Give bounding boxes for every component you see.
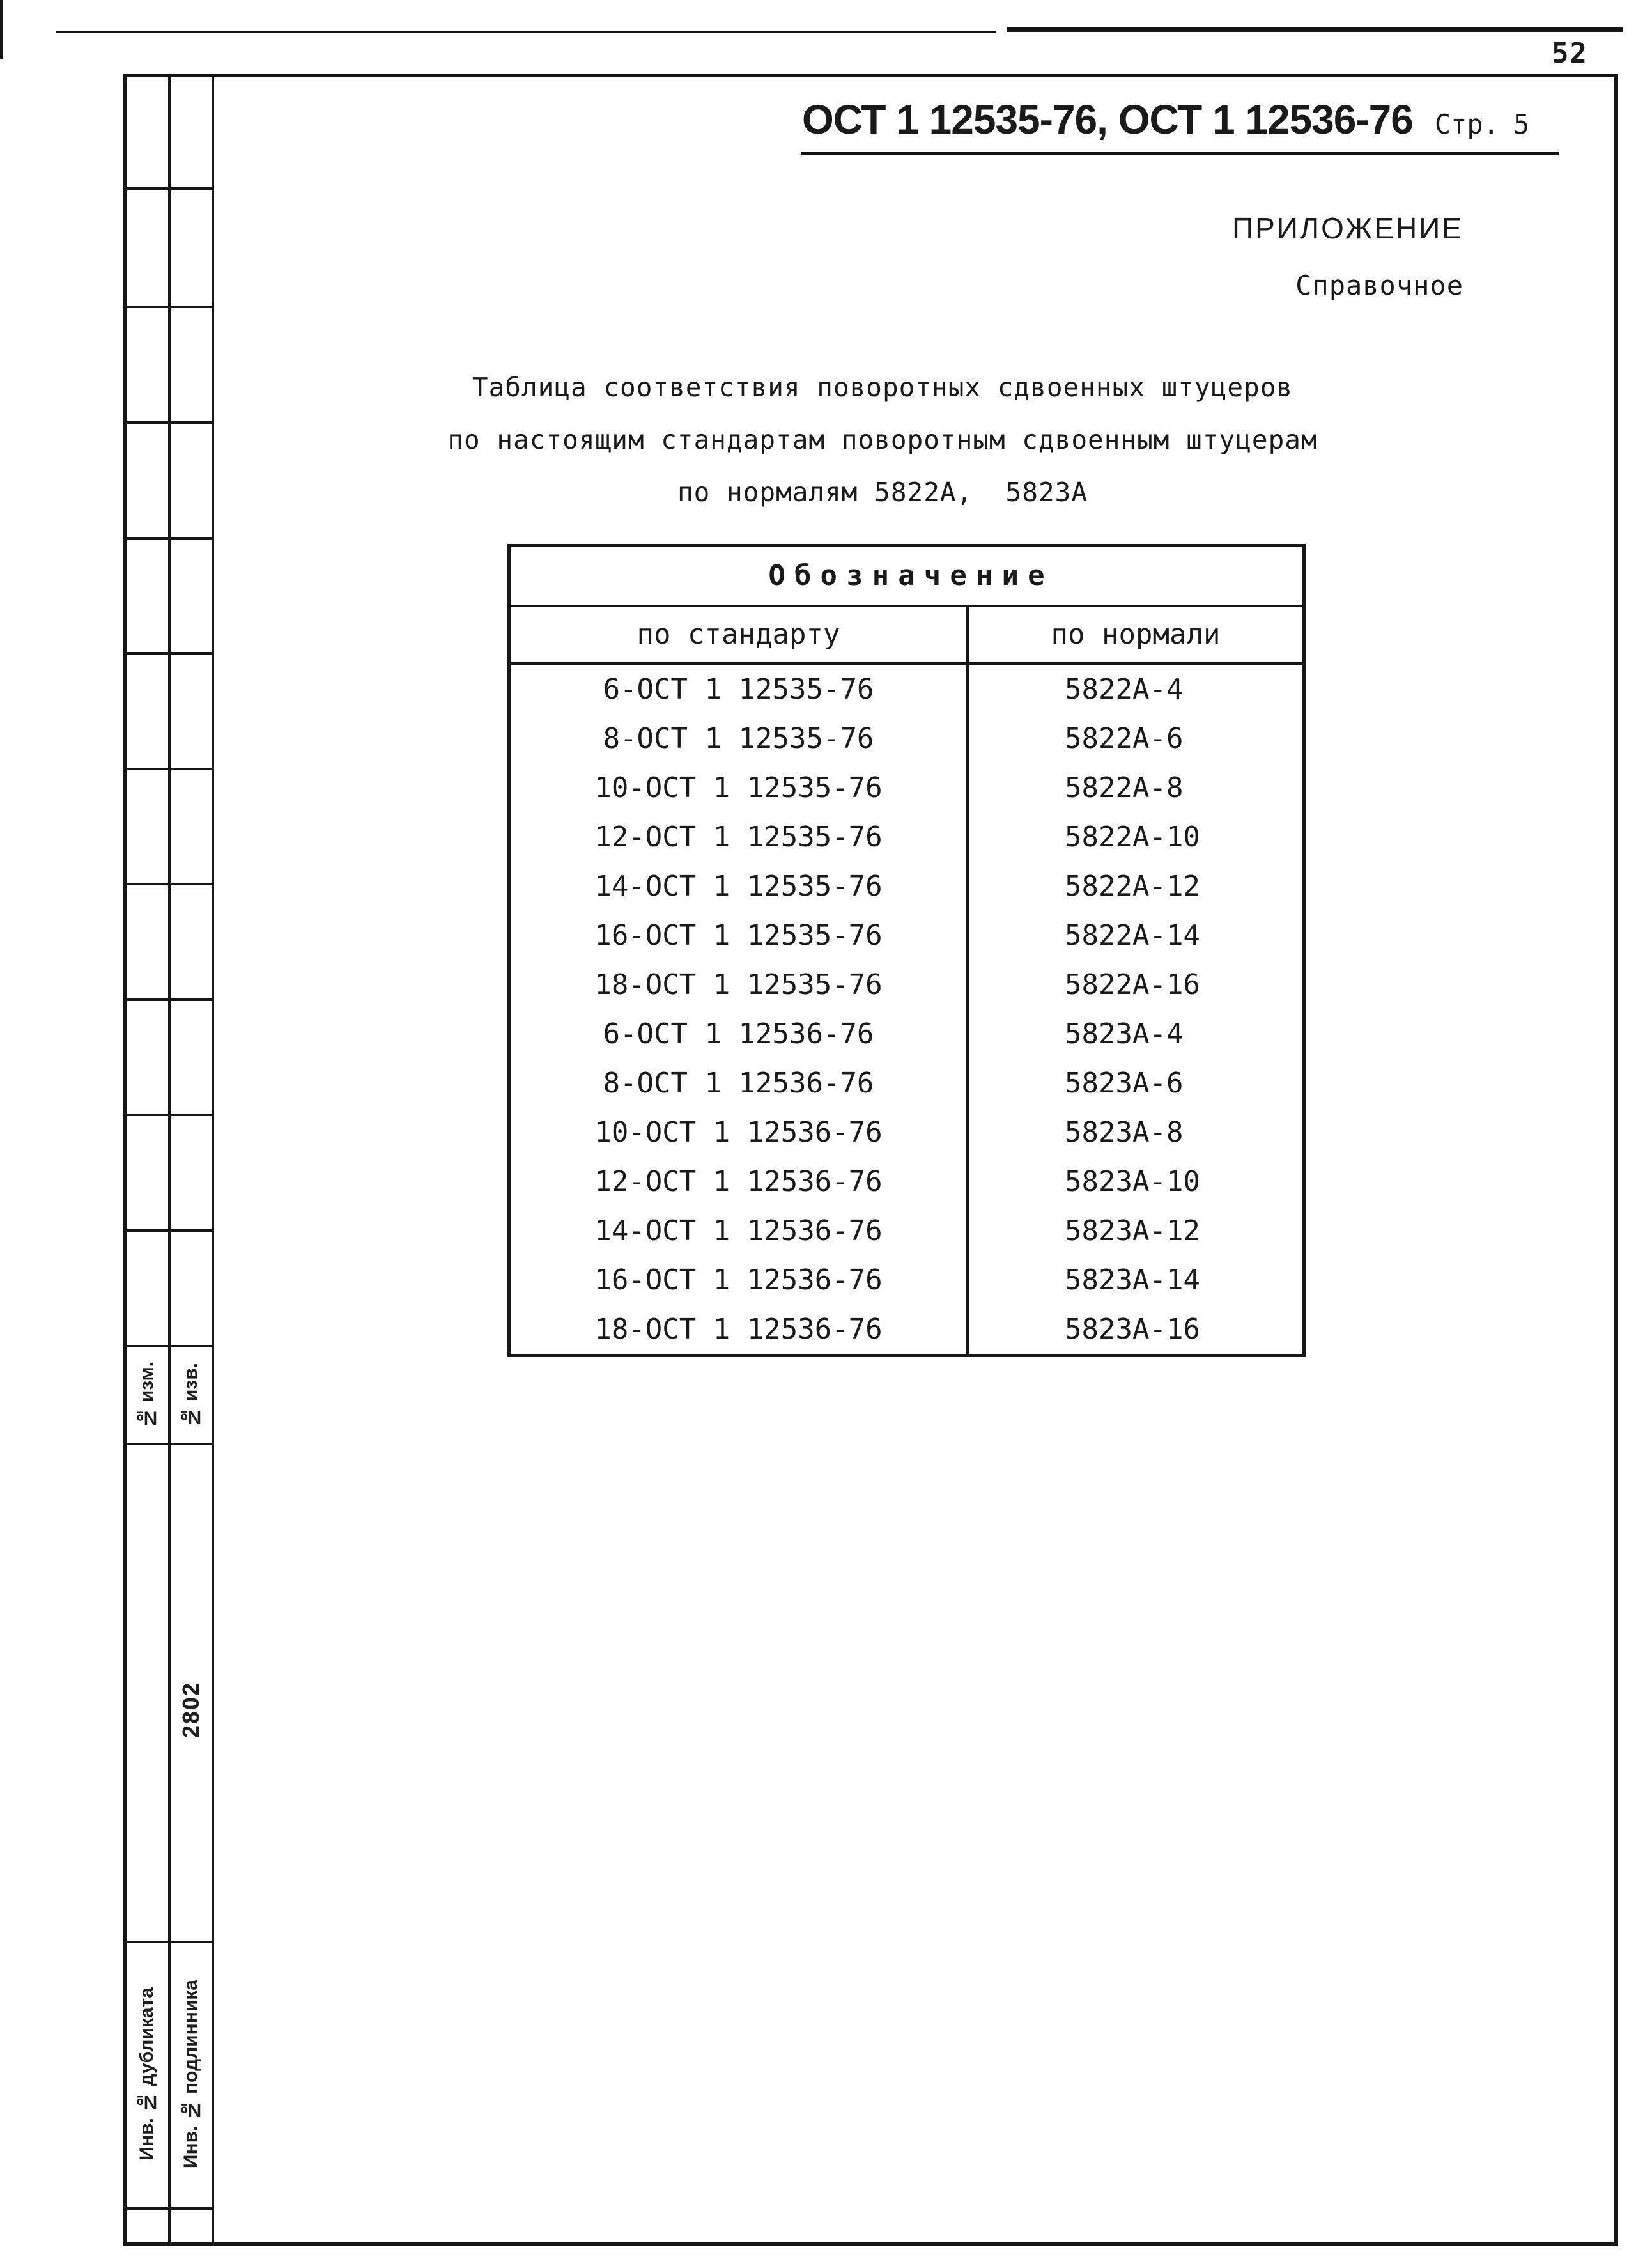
table-row (511, 1108, 1302, 1157)
stamp-separator (123, 2207, 214, 2210)
cell-standard: 16-ОСТ 1 12535-76 (511, 911, 969, 960)
table-header-row (511, 607, 1302, 665)
cell-normal: 5822А-16 (1065, 968, 1200, 1001)
stamp-separator (123, 187, 214, 190)
table-row (511, 960, 1302, 1009)
cell-standard: 14-ОСТ 1 12536-76 (511, 1206, 969, 1255)
intro-line-1: Таблица соответствия поворотных сдвоенных штуцеров (472, 372, 1293, 403)
table-row (511, 1157, 1302, 1206)
cell-standard: 14-ОСТ 1 12535-76 (511, 862, 969, 911)
stamp-separator (123, 537, 214, 540)
stamp-column-line-2 (212, 74, 214, 2246)
cell-standard: 10-ОСТ 1 12536-76 (511, 1108, 969, 1157)
stamp-separator (123, 306, 214, 308)
table-row (511, 763, 1302, 812)
cell-normal: 5823А-16 (1065, 1313, 1200, 1346)
stamp-label-inv-dublikata: Инв. № дубликата (135, 1987, 157, 2161)
cell-standard: 18-ОСТ 1 12536-76 (511, 1305, 969, 1354)
cell-normal: 5823А-12 (1065, 1215, 1200, 1247)
table-row (511, 812, 1302, 862)
stamp-cell-inv-pod (171, 1943, 212, 2205)
stamp-separator (123, 998, 214, 1001)
cell-standard: 18-ОСТ 1 12535-76 (511, 960, 969, 1009)
cell-standard: 8-ОСТ 1 12536-76 (511, 1059, 969, 1108)
intro-line-2: по настоящим стандартам поворотным сдвоенным штуцерам (447, 424, 1318, 455)
stamp-separator (123, 1229, 214, 1232)
top-rule-left (56, 31, 996, 33)
appendix-title: ПРИЛОЖЕНИЕ (1232, 212, 1463, 245)
cell-standard: 8-ОСТ 1 12535-76 (511, 714, 969, 763)
document-header (801, 96, 1559, 155)
page-ref (1435, 109, 1529, 140)
stamp-cell-code (171, 1585, 212, 1835)
cell-standard: 10-ОСТ 1 12535-76 (511, 763, 969, 812)
cell-standard: 6-ОСТ 1 12536-76 (511, 1009, 969, 1059)
cell-normal: 5822А-10 (1065, 821, 1200, 853)
table-row (511, 1255, 1302, 1305)
cell-normal: 5823А-4 (1065, 1018, 1184, 1050)
appendix-subtitle: Справочное (1295, 270, 1463, 301)
table-row (511, 911, 1302, 960)
table-body (511, 665, 1302, 1354)
stamp-label-no-izv: № изв. (180, 1362, 201, 1428)
table-row (511, 1305, 1302, 1354)
page-ref-label: Стр. (1434, 109, 1499, 140)
stamp-separator (123, 421, 214, 424)
cell-standard: 6-ОСТ 1 12535-76 (511, 665, 969, 714)
stamp-label-no-izm: № изм. (135, 1362, 157, 1429)
stamp-separator (123, 768, 214, 770)
table-row (511, 1009, 1302, 1059)
stamp-separator (123, 1443, 214, 1445)
top-rule-right (1007, 27, 1623, 32)
cell-normal: 5822А-8 (1065, 772, 1184, 804)
stamp-separator (123, 652, 214, 655)
cell-normal: 5823А-10 (1065, 1165, 1200, 1198)
stamp-column-line-1 (168, 74, 171, 2246)
cell-normal: 5823А-8 (1065, 1116, 1184, 1149)
table-row (511, 1059, 1302, 1108)
table-row (511, 862, 1302, 911)
cell-normal: 5823А-14 (1065, 1264, 1200, 1296)
intro-paragraph (307, 361, 1458, 518)
cell-standard: 12-ОСТ 1 12536-76 (511, 1157, 969, 1206)
stamp-cell-inv-dub (125, 1943, 168, 2205)
standard-title: ОСТ 1 12535-76, ОСТ 1 12536-76 (802, 97, 1413, 143)
cell-normal: 5822А-6 (1065, 722, 1184, 755)
fold-mark (0, 0, 3, 32)
appendix-block (0, 211, 1463, 301)
column-header-normal: по нормали (1051, 618, 1221, 651)
sheet-page-number: 52 (1552, 37, 1588, 70)
column-header-standard: по стандарту (511, 607, 969, 662)
table-row (511, 714, 1302, 763)
stamp-separator (123, 883, 214, 885)
cell-normal: 5822А-4 (1065, 673, 1184, 706)
fold-mark (0, 32, 3, 59)
table-row (511, 1206, 1302, 1255)
stamp-separator (123, 1114, 214, 1116)
cell-standard: 12-ОСТ 1 12535-76 (511, 812, 969, 862)
stamp-cell-izm (125, 1347, 168, 1443)
intro-line-3: по нормалям 5822А, 5823А (677, 477, 1088, 508)
correspondence-table (507, 544, 1306, 1357)
cell-normal: 5823А-6 (1065, 1067, 1184, 1099)
cell-standard: 16-ОСТ 1 12536-76 (511, 1255, 969, 1305)
cell-normal: 5822А-12 (1065, 870, 1200, 903)
table-row (511, 665, 1302, 714)
cell-normal: 5822А-14 (1065, 919, 1200, 952)
table-title: Обозначение (511, 547, 1302, 607)
stamp-label-inv-podlinnika: Инв. № подлинника (180, 1979, 201, 2169)
stamp-cell-izv (171, 1347, 212, 1443)
stamp-code: 2802 (178, 1681, 204, 1739)
page-ref-value: 5 (1513, 109, 1530, 140)
